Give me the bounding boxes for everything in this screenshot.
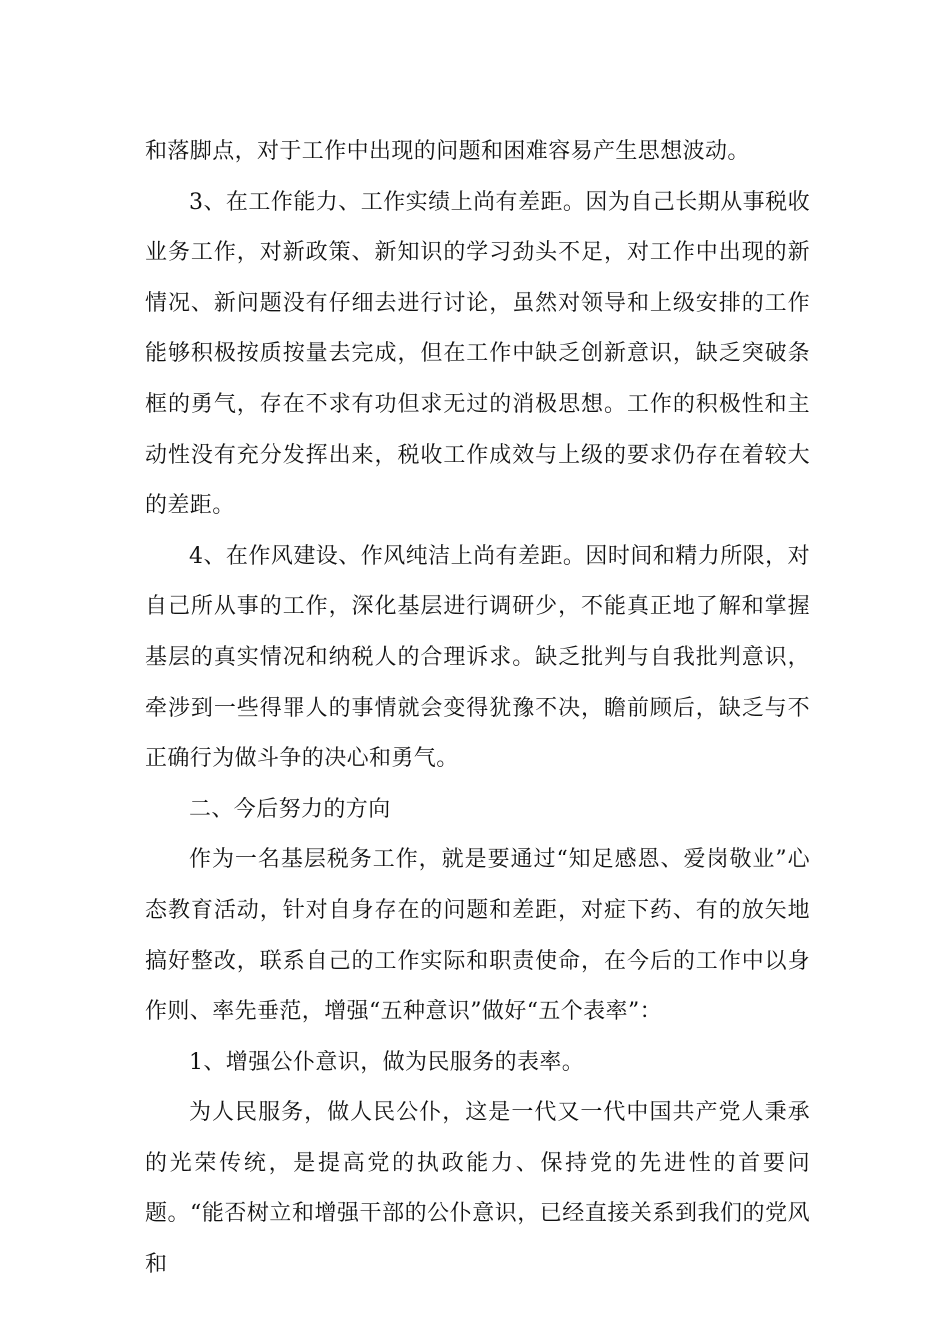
paragraph-service: 为人民服务，做人民公仆，这是一代又一代中国共产党人秉承的光荣传统，是提高党的执政能力、保持党的先进性的首要问题。“能否树立和增强干部的公仆意识，已经直接关系到我们的党风和 <box>145 1100 810 1278</box>
document-body <box>145 127 810 1291</box>
subheading-item-1: 1、增强公仆意识，做为民服务的表率。 <box>189 1049 585 1075</box>
section-heading-2: 二、今后努力的方向 <box>189 796 391 822</box>
paragraph-continuation: 和落脚点，对于工作中出现的问题和困难容易产生思想波动。 <box>145 139 750 164</box>
paragraph-item-4: 4、在作风建设、作风纯洁上尚有差距。因时间和精力所限，对自己所从事的工作，深化基层进行调研少，不能真正地了解和掌握基层的真实情况和纳税人的合理诉求。缺乏批判与自我批判意识，牵涉到一些得罪人的事情就会变得犹豫不决，瞻前顾后，缺乏与不正确行为做斗争的决心和勇气。 <box>145 543 810 772</box>
paragraph-intro: 作为一名基层税务工作，就是要通过“知足感恩、爱岗敬业”心态教育活动，针对自身存在的问题和差距，对症下药、有的放矢地搞好整改，联系自己的工作实际和职责使命，在今后的工作中以身作则、率先垂范，增强“五种意识”做好“五个表率”： <box>145 847 810 1025</box>
paragraph-item-3: 3、在工作能力、工作实绩上尚有差距。因为自己长期从事税收业务工作，对新政策、新知识的学习劲头不足，对工作中出现的新情况、新问题没有仔细去进行讨论，虽然对领导和上级安排的工作能够积极按质按量去完成，但在工作中缺乏创新意识，缺乏突破条框的勇气，存在不求有功但求无过的消极思想。工作的积极性和主动性没有充分发挥出来，税收工作成效与上级的要求仍存在着较大的差距。 <box>145 189 810 519</box>
